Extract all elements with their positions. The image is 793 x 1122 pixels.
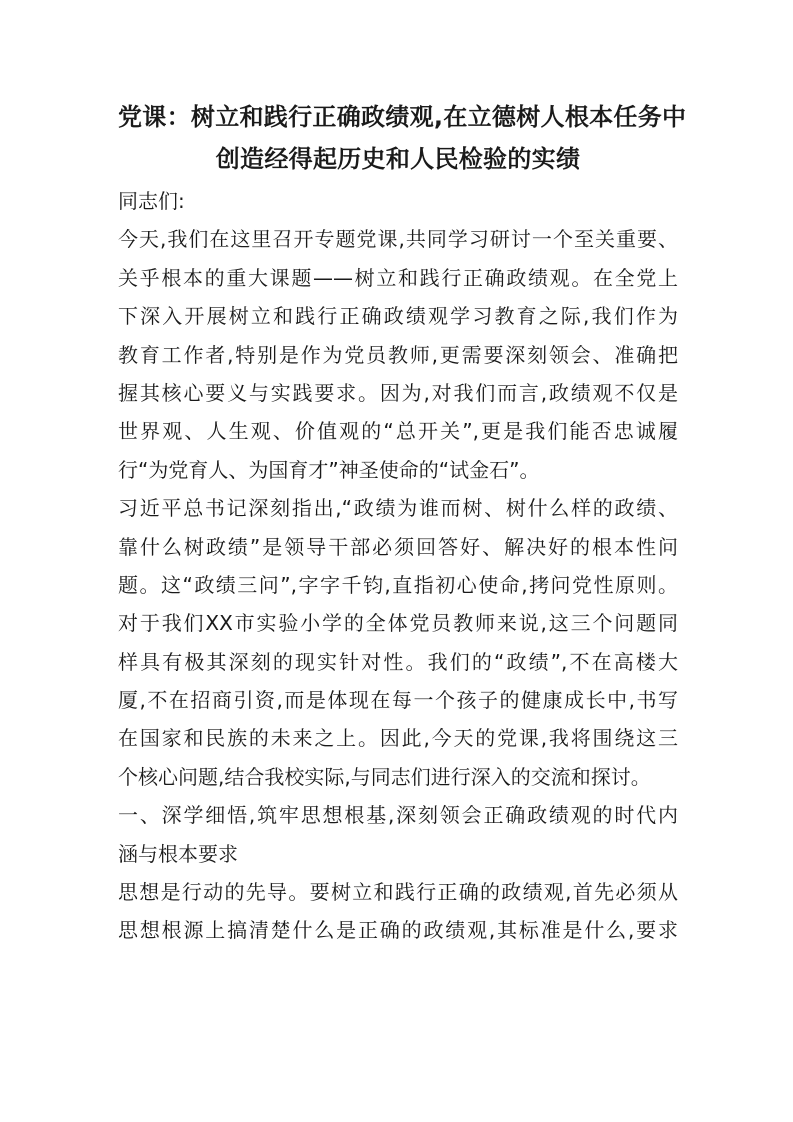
title-line-2: 创造经得起历史和人民检验的实绩 bbox=[215, 145, 581, 173]
paragraph-line: 思想根源上搞清楚什么是正确的政绩观,其标准是什么,要求 bbox=[118, 918, 678, 943]
document-title bbox=[118, 96, 687, 180]
paragraph-line: 题。这“政绩三问”,字字千钧,直指初心使命,拷问党性原则。 bbox=[118, 572, 678, 597]
paragraph-line: 习近平总书记深刻指出,“政绩为谁而树、树什么样的政绩、 bbox=[118, 496, 678, 521]
paragraph-line: 关乎根本的重大课题——树立和践行正确政绩观。在全党上 bbox=[118, 265, 678, 290]
salutation: 同志们: bbox=[118, 189, 185, 213]
paragraph-line: 思想是行动的先导。要树立和践行正确的政绩观,首先必须从 bbox=[118, 880, 678, 905]
paragraph-line: 对于我们XX市实验小学的全体党员教师来说,这三个问题同 bbox=[118, 611, 678, 636]
document-body bbox=[118, 182, 678, 950]
paragraph-line: 教育工作者,特别是作为党员教师,更需要深刻领会、准确把 bbox=[118, 342, 678, 367]
paragraph-line: 厦,不在招商引资,而是体现在每一个孩子的健康成长中,书写 bbox=[118, 688, 678, 713]
paragraph-line: 在国家和民族的未来之上。因此,今天的党课,我将围绕这三 bbox=[118, 726, 678, 751]
section-heading-line: 涵与根本要求 bbox=[118, 841, 238, 866]
title-line-1: 党课：树立和践行正确政绩观,在立德树人根本任务中 bbox=[118, 103, 687, 131]
paragraph-line: 样具有极其深刻的现实针对性。我们的“政绩”,不在高楼大 bbox=[118, 649, 678, 674]
paragraph-line: 世界观、人生观、价值观的“总开关”,更是我们能否忠诚履 bbox=[118, 419, 678, 444]
paragraph-line: 下深入开展树立和践行正确政绩观学习教育之际,我们作为 bbox=[118, 304, 678, 329]
paragraph-line: 今天,我们在这里召开专题党课,共同学习研讨一个至关重要、 bbox=[118, 227, 678, 252]
paragraph-line: 行“为党育人、为国育才”神圣使命的“试金石”。 bbox=[118, 457, 540, 482]
paragraph-line: 握其核心要义与实践要求。因为,对我们而言,政绩观不仅是 bbox=[118, 380, 678, 405]
section-heading-line: 一、深学细悟,筑牢思想根基,深刻领会正确政绩观的时代内 bbox=[118, 803, 678, 828]
paragraph-line: 靠什么树政绩”是领导干部必须回答好、解决好的根本性问 bbox=[118, 534, 678, 559]
document-page bbox=[118, 96, 687, 950]
paragraph-line: 个核心问题,结合我校实际,与同志们进行深入的交流和探讨。 bbox=[118, 764, 651, 789]
